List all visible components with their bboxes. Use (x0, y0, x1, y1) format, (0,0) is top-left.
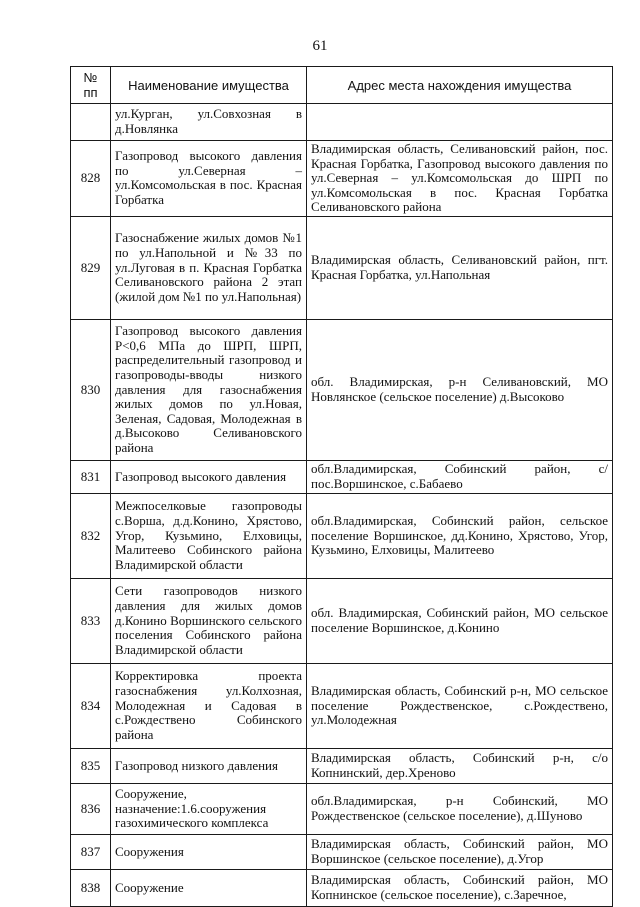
row-number: 829 (71, 216, 111, 319)
row-number: 836 (71, 783, 111, 834)
property-name: Сооружения (111, 834, 307, 869)
property-name: Газопровод высокого давления Р<0,6 МПа до ШРП, ШРП, распределительный газопровод и газопроводы-вводы низкого давления для газоснабжения жилых домов по ул.Новая, Зеленая, Садовая, Молодежная в д.Высоково Селивановского района (111, 319, 307, 460)
property-name: Газопровод низкого давления (111, 748, 307, 783)
table-header-row (71, 67, 613, 104)
property-name: Корректировка проекта газоснабжения ул.Колхозная, Молодежная и Садовая в с.Рождествено Собинского района (111, 663, 307, 748)
property-address: обл. Владимирская, р-н Селивановский, МО Новлянское (сельское поселение) д.Высоково (307, 319, 613, 460)
property-name: ул.Курган, ул.Совхозная в д.Новлянка (111, 104, 307, 141)
property-address: Владимирская область, Собинский район, МО Копнинское (сельское поселение), с.Заречное, (307, 869, 613, 906)
row-number: 831 (71, 460, 111, 493)
property-name: Газопровод высокого давления (111, 460, 307, 493)
table-row (71, 869, 613, 906)
row-number: 833 (71, 578, 111, 663)
row-number: 838 (71, 869, 111, 906)
page-number: 61 (312, 38, 328, 54)
table-row-continuation (71, 104, 613, 141)
property-address: обл. Владимирская, Собинский район, МО сельское поселение Воршинское, д.Конино (307, 578, 613, 663)
property-address: Владимирская область, Собинский район, МО Воршинское (сельское поселение), д.Угор (307, 834, 613, 869)
table-row (71, 783, 613, 834)
table-row (71, 663, 613, 748)
table-row (71, 834, 613, 869)
row-number: 837 (71, 834, 111, 869)
row-number: 828 (71, 141, 111, 217)
row-number: 835 (71, 748, 111, 783)
property-address: обл.Владимирская, Собинский район, сельское поселение Воршинское, дд.Конино, Хрястово, Угор, Кузьмино, Елховицы, Малитеево (307, 493, 613, 578)
property-address: обл.Владимирская, р-н Собинский, МО Рождественское (сельское поселение), д.Шуново (307, 783, 613, 834)
property-address: Владимирская область, Селивановский район, пос. Красная Горбатка, Газопровод высокого давления по ул.Северная – ул.Комсомольская до ШРП по ул.Комсомольская в пос. Красная Горбатка Селивановского района (307, 141, 613, 217)
row-number: 832 (71, 493, 111, 578)
property-address: Владимирская область, Собинский р-н, МО сельское поселение Рождественское, с.Рождествено, ул.Молодежная (307, 663, 613, 748)
table-row (71, 319, 613, 460)
table-row (71, 578, 613, 663)
row-number (71, 104, 111, 141)
table-row (71, 141, 613, 217)
property-address: обл.Владимирская, Собинский район, с/пос.Воршинское, с.Бабаево (307, 460, 613, 493)
column-header-address: Адрес места нахождения имущества (307, 67, 613, 104)
property-address (307, 104, 613, 141)
property-name: Межпоселковые газопроводы с.Ворша, д.д.Конино, Хрястово, Угор, Кузьмино, Елховицы, Малитеево Собинского района Владимирской области (111, 493, 307, 578)
table-row (71, 748, 613, 783)
property-address: Владимирская область, Собинский р-н, с/о Копнинский, дер.Хреново (307, 748, 613, 783)
row-number: 830 (71, 319, 111, 460)
row-number: 834 (71, 663, 111, 748)
column-header-property-name: Наименование имущества (111, 67, 307, 104)
property-name: Сети газопроводов низкого давления для жилых домов д.Конино Воршинского сельского поселения Собинского района Владимирской области (111, 578, 307, 663)
property-name: Газопровод высокого давления по ул.Северная – ул.Комсомольская в пос. Красная Горбатка (111, 141, 307, 217)
table-row (71, 460, 613, 493)
column-header-number: № пп (71, 67, 111, 104)
property-name: Газоснабжение жилых домов №1 по ул.Напольной и №33 по ул.Луговая в п. Красная Горбатка Селивановского района 2 этап (жилой дом №1 по ул.Напольная) (111, 216, 307, 319)
property-name: Сооружение (111, 869, 307, 906)
table-row (71, 216, 613, 319)
table-row (71, 493, 613, 578)
property-registry-table (70, 66, 613, 907)
property-name: Сооружение, назначение:1.6.сооружения газохимического комплекса (111, 783, 307, 834)
property-address: Владимирская область, Селивановский район, пгт. Красная Горбатка, ул.Напольная (307, 216, 613, 319)
